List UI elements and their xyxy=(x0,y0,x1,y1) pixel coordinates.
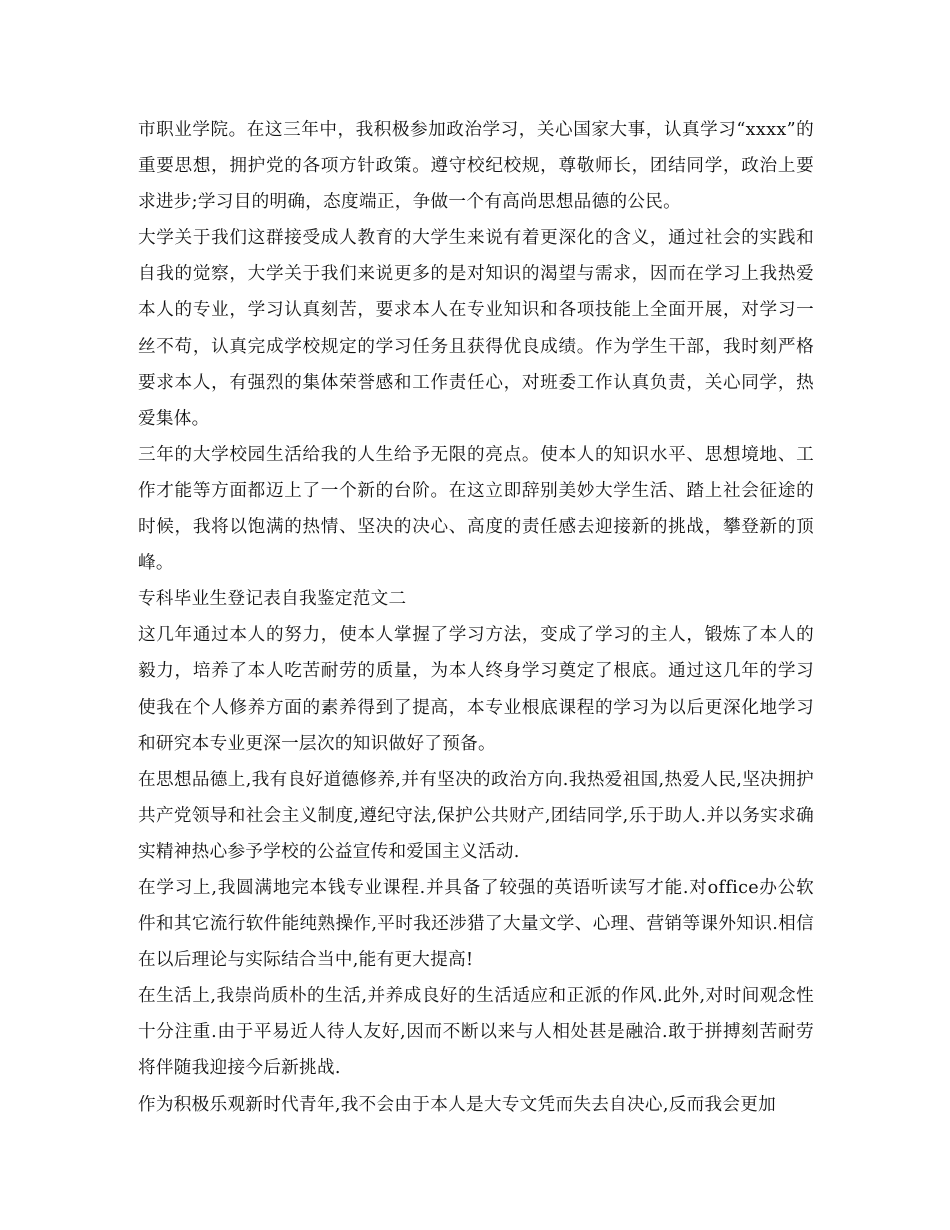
paragraph-political-study: 市职业学院。在这三年中，我积极参加政治学习，关心国家大事，认真学习“xxxx”的重要思想，拥护党的各项方针政策。遵守校纪校规，尊敬师长，团结同学，政治上要求进步;学习目的明确，态度端正，争做一个有高尚思想品德的公民。 xyxy=(138,120,814,213)
paragraph-youth-outlook: 作为积极乐观新时代青年,我不会由于本人是大专文凭而失去自决心,反而我会更加 xyxy=(138,1094,777,1115)
section-heading: 专科毕业生登记表自我鉴定范文二 xyxy=(138,589,407,610)
paragraph-campus-life: 三年的大学校园生活给我的人生给予无限的亮点。使本人的知识水平、思想境地、工作才能等方面都迈上了一个新的台阶。在这立即辞别美妙大学生活、踏上社会征途的时候，我将以饱满的热情、坚决的决心、高度的责任感去迎接新的挑战，攀登新的顶峰。 xyxy=(138,444,814,574)
paragraph-moral-character: 在思想品德上,我有良好道德修养,并有坚决的政治方向.我热爱祖国,热爱人民,坚决拥护共产党领导和社会主义制度,遵纪守法,保护公共财产,团结同学,乐于助人.并以务实求确实精神热心参予学校的公益宣传和爱国主义活动. xyxy=(138,769,814,862)
document-body xyxy=(138,112,814,1123)
paragraph-daily-life: 在生活上,我崇尚质朴的生活,并养成良好的生活适应和正派的作风.此外,对时间观念性十分注重.由于平易近人待人友好,因而不断以来与人相处甚是融洽.敢于拼搏刻苦耐劳将伴随我迎接今后新挑战. xyxy=(138,986,814,1079)
paragraph-academics: 在学习上,我圆满地完本钱专业课程.并具备了较强的英语听读写才能.对office办公软件和其它流行软件能纯熟操作,平时我还涉猎了大量文学、心理、营销等课外知识.相信在以后理论与实际结合当中,能有更大提高! xyxy=(138,877,814,971)
paragraph-university-meaning: 大学关于我们这群接受成人教育的大学生来说有着更深化的含义，通过社会的实践和自我的觉察，大学关于我们来说更多的是对知识的渴望与需求，因而在学习上我热爱本人的专业，学习认真刻苦，要求本人在专业知识和各项技能上全面开展，对学习一丝不苟，认真完成学校规定的学习任务且获得优良成绩。作为学生干部，我时刻严格要求本人，有强烈的集体荣誉感和工作责任心，对班委工作认真负责，关心同学，热爱集体。 xyxy=(138,228,814,429)
paragraph-learning-methods: 这几年通过本人的努力，使本人掌握了学习方法，变成了学习的主人，锻炼了本人的毅力，培养了本人吃苦耐劳的质量，为本人终身学习奠定了根底。通过这几年的学习使我在个人修养方面的素养得到了提高，本专业根底课程的学习为以后更深化地学习和研究本专业更深一层次的知识做好了预备。 xyxy=(138,625,814,754)
